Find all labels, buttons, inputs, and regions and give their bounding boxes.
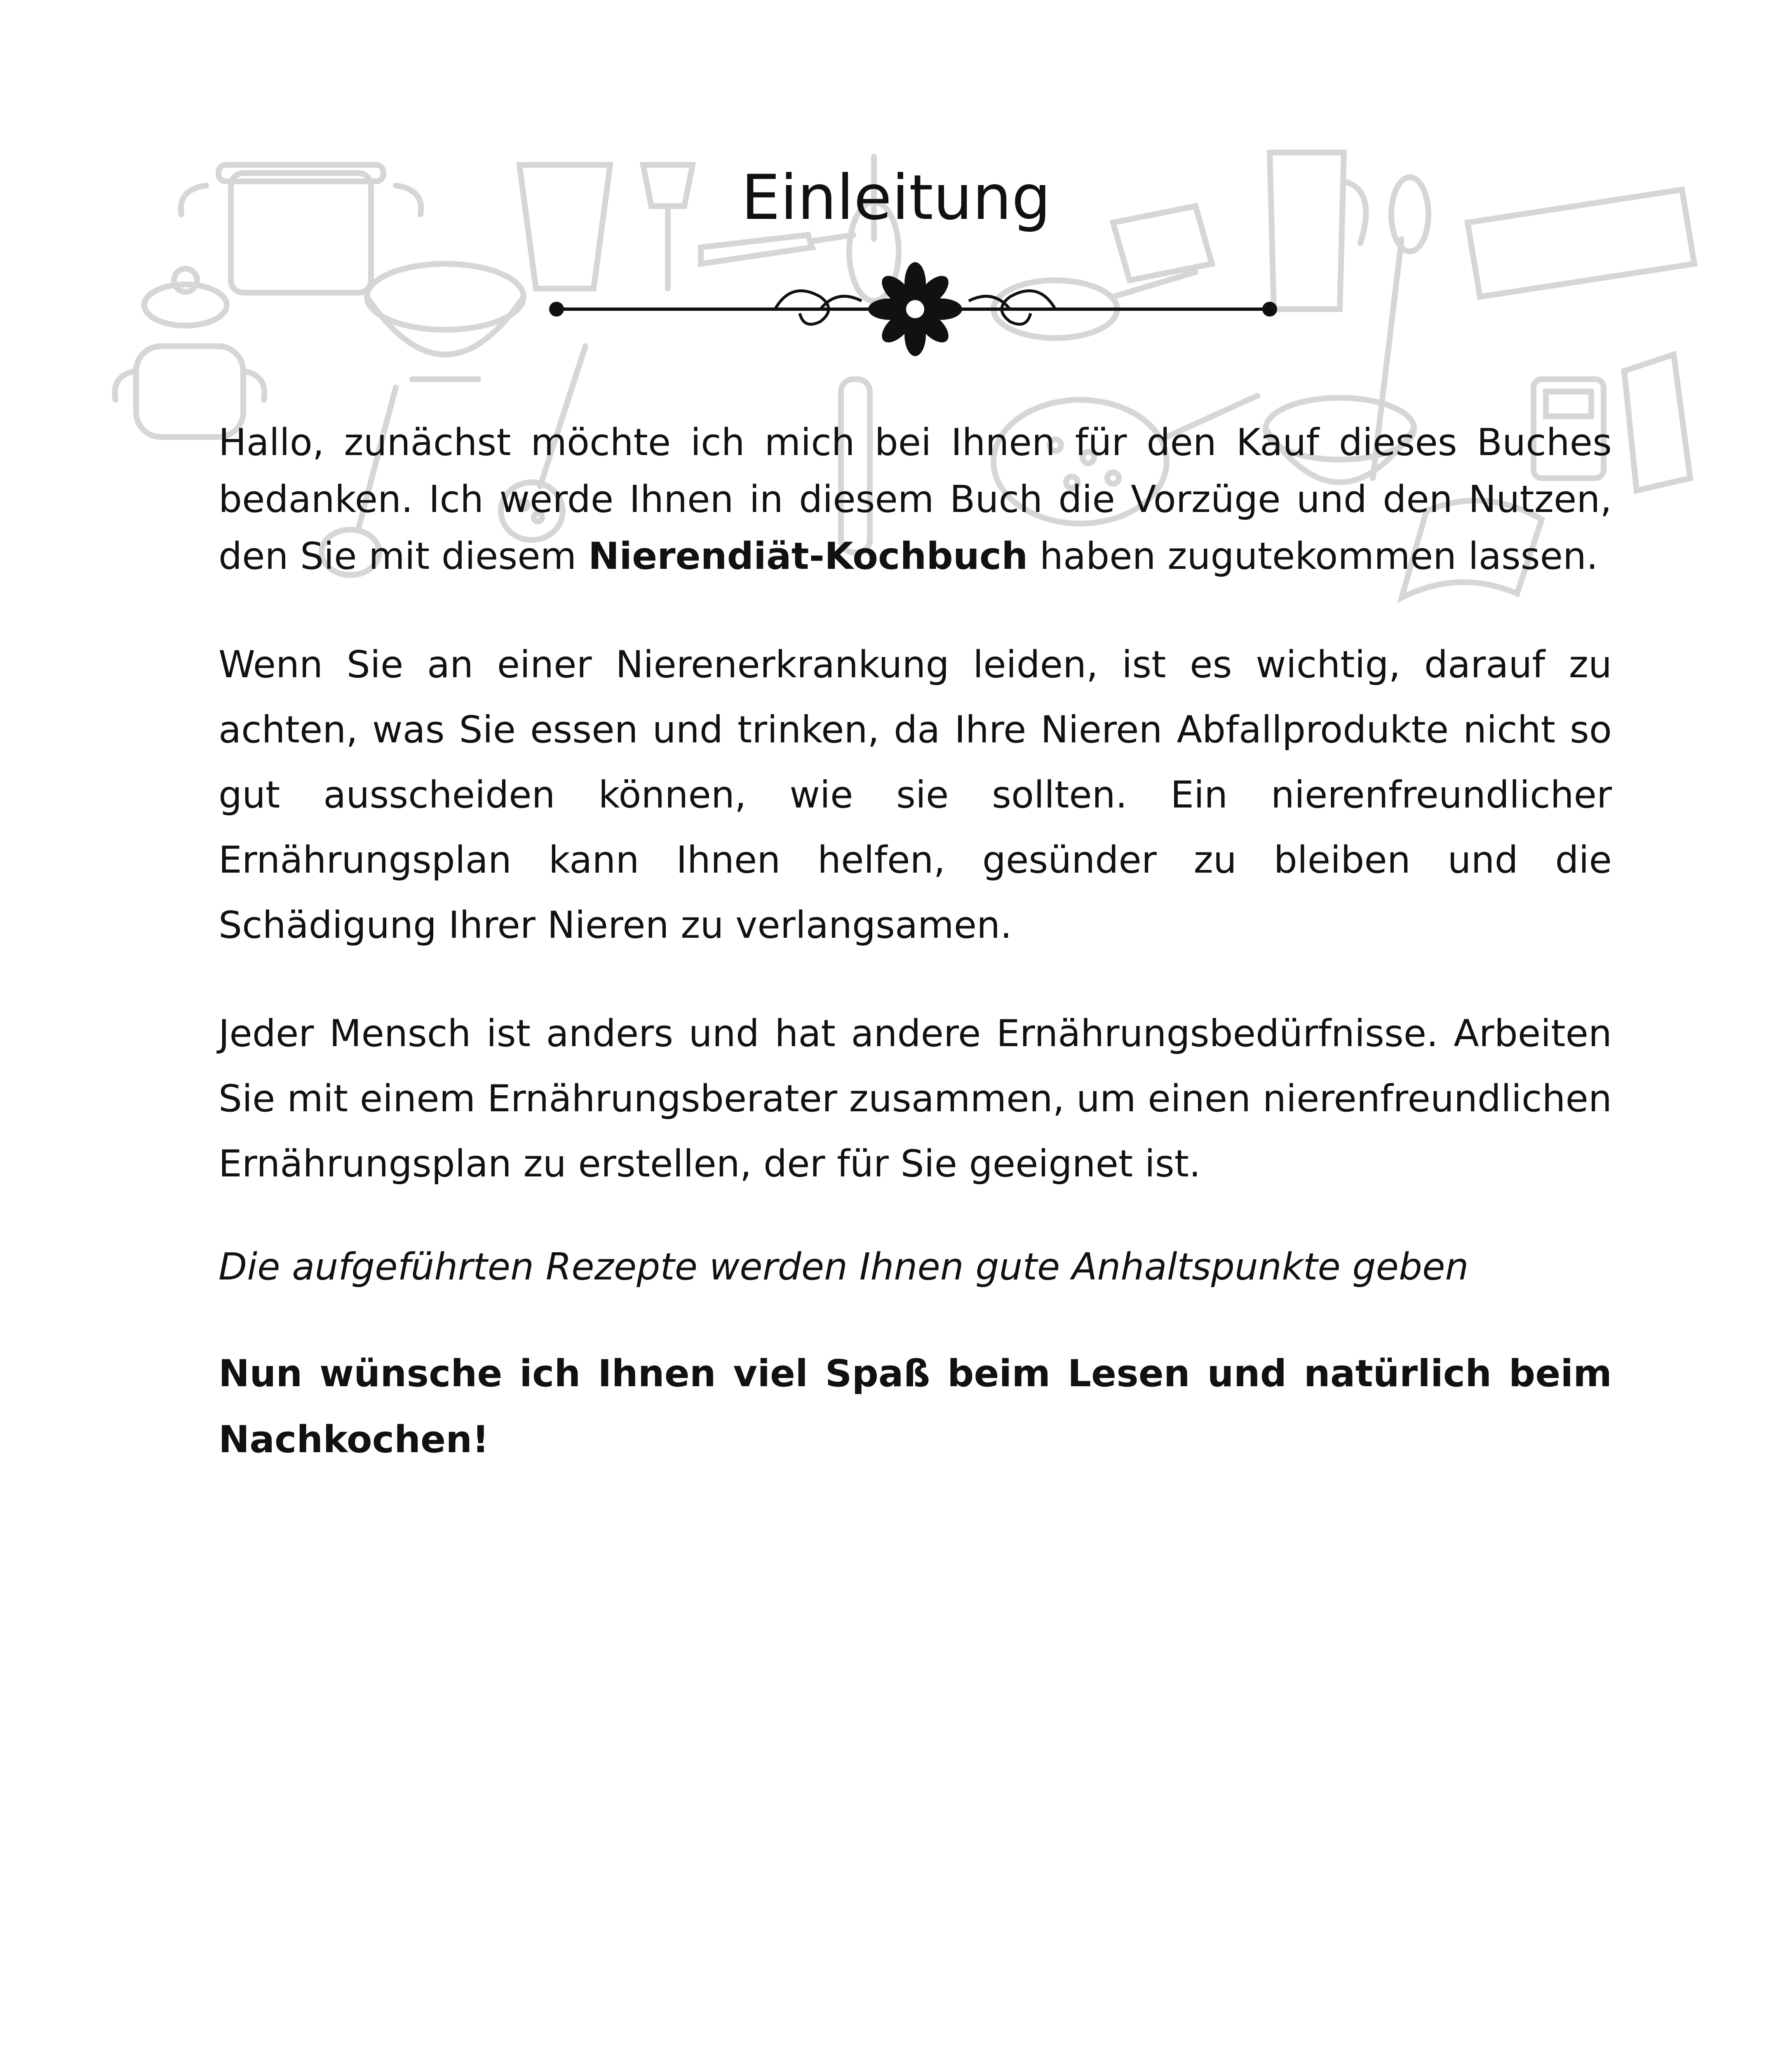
flower-ornament-icon (868, 262, 962, 356)
lidded-pot-icon (115, 269, 265, 437)
title-divider-ornament (544, 260, 1286, 359)
grater-icon (1624, 354, 1690, 491)
paragraph-intro (218, 414, 1612, 585)
paragraph-nutrition-advice: Jeder Mensch ist anders und hat andere Ernährungsbedürfnisse. Arbeiten Sie mit einem Ernährungsberater zusammen, um einen nierenfreundlichen Ernährungsplan zu erstellen, der für Sie geeignet ist. (218, 1012, 1612, 1185)
paragraph-intro-text-b: haben zugutekommen lassen. (1028, 535, 1598, 578)
paragraph-kidney-disease: Wenn Sie an einer Nierenerkrankung leiden, ist es wichtig, darauf zu achten, was Sie essen und trinken, da Ihre Nieren Abfallprodukte nicht so gut ausscheiden können, wie sie sollten. Ein nierenfreundlicher Ernährungsplan kann Ihnen helfen, gesünder zu bleiben und die Schädigung Ihrer Nieren zu verlangsamen. (218, 643, 1612, 947)
paragraph-recipes-note: Die aufgeführten Rezepte werden Ihnen gute Anhaltspunkte geben (218, 1245, 1469, 1289)
divider-dot-right (1262, 302, 1277, 317)
paragraph-closing-wish: Nun wünsche ich Ihnen viel Spaß beim Lesen und natürlich beim Nachkochen! (218, 1352, 1612, 1461)
divider-dot-left (549, 302, 564, 317)
bowl-icon (367, 264, 524, 379)
body-text (218, 414, 1612, 1473)
book-title-highlight: Nierendiät-Kochbuch (588, 535, 1028, 578)
page-title: Einleitung (741, 162, 1051, 234)
paragraph-intro-text-a: Hallo, zunächst möchte ich mich bei Ihnen für den Kauf dieses Buches bedanken. Ich werde Ihnen in diesem Buch die Vorzüge und den Nutzen, den Sie mit diesem (218, 421, 1612, 578)
